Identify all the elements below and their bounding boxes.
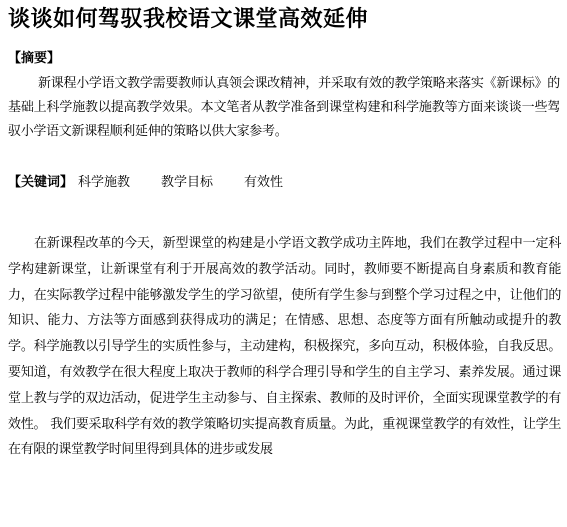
abstract-heading xyxy=(8,48,60,68)
keywords-label: 【关键词】 xyxy=(8,175,74,190)
abstract-text: 新课程小学语文教学需要教师认真领会课改精神，并采取有效的教学策略来落实《新课标》的基础上科学施教以提高教学效果。本文笔者从教学准备到课堂构建和科学施教等方面来谈谈一些驾驭小学语文新课程顺利延伸的策略以供大家参考。 xyxy=(8,76,560,139)
keyword-item: 科学施教 xyxy=(78,175,131,190)
abstract-label: 【摘要】 xyxy=(8,51,61,66)
body-paragraph: 在新课程改革的今天，新型课堂的构建是小学语文教学成功主阵地，我们在教学过程中一定科学构建新课堂，让新课堂有利于开展高效的教学活动。同时，教师要不断提高自身素质和教育能力，在实际教学过程中能够激发学生的学习欲望，使所有学生参与到整个学习过程之中，让他们的知识、能力、方法等方面感到获得成功的满足；在情感、思想、态度等方面有所触动或提升的教学。科学施教以引导学生的实质性参与，主动建构，积极探究，多向互动，积极体验，自我反思。要知道，有效教学在很大程度上取决于教师的科学合理引导和学生的自主学习、素养发展。通过课堂上教与学的双边活动，促进学生主动参与、自主探索、教师的及时评价，全面实现课堂教学的有效性。 我们要采取科学有效的教学策略切实提高教育质量。为此，重视课堂教学的有效性，让学生在有限的课堂教学时间里得到具体的进步或发展 xyxy=(8,236,561,458)
keywords-line xyxy=(8,171,309,195)
keyword-item: 有效性 xyxy=(244,175,284,190)
document-title: 谈谈如何驾驭我校语文课堂高效延伸 xyxy=(8,7,369,32)
keyword-item: 教学目标 xyxy=(161,175,214,190)
